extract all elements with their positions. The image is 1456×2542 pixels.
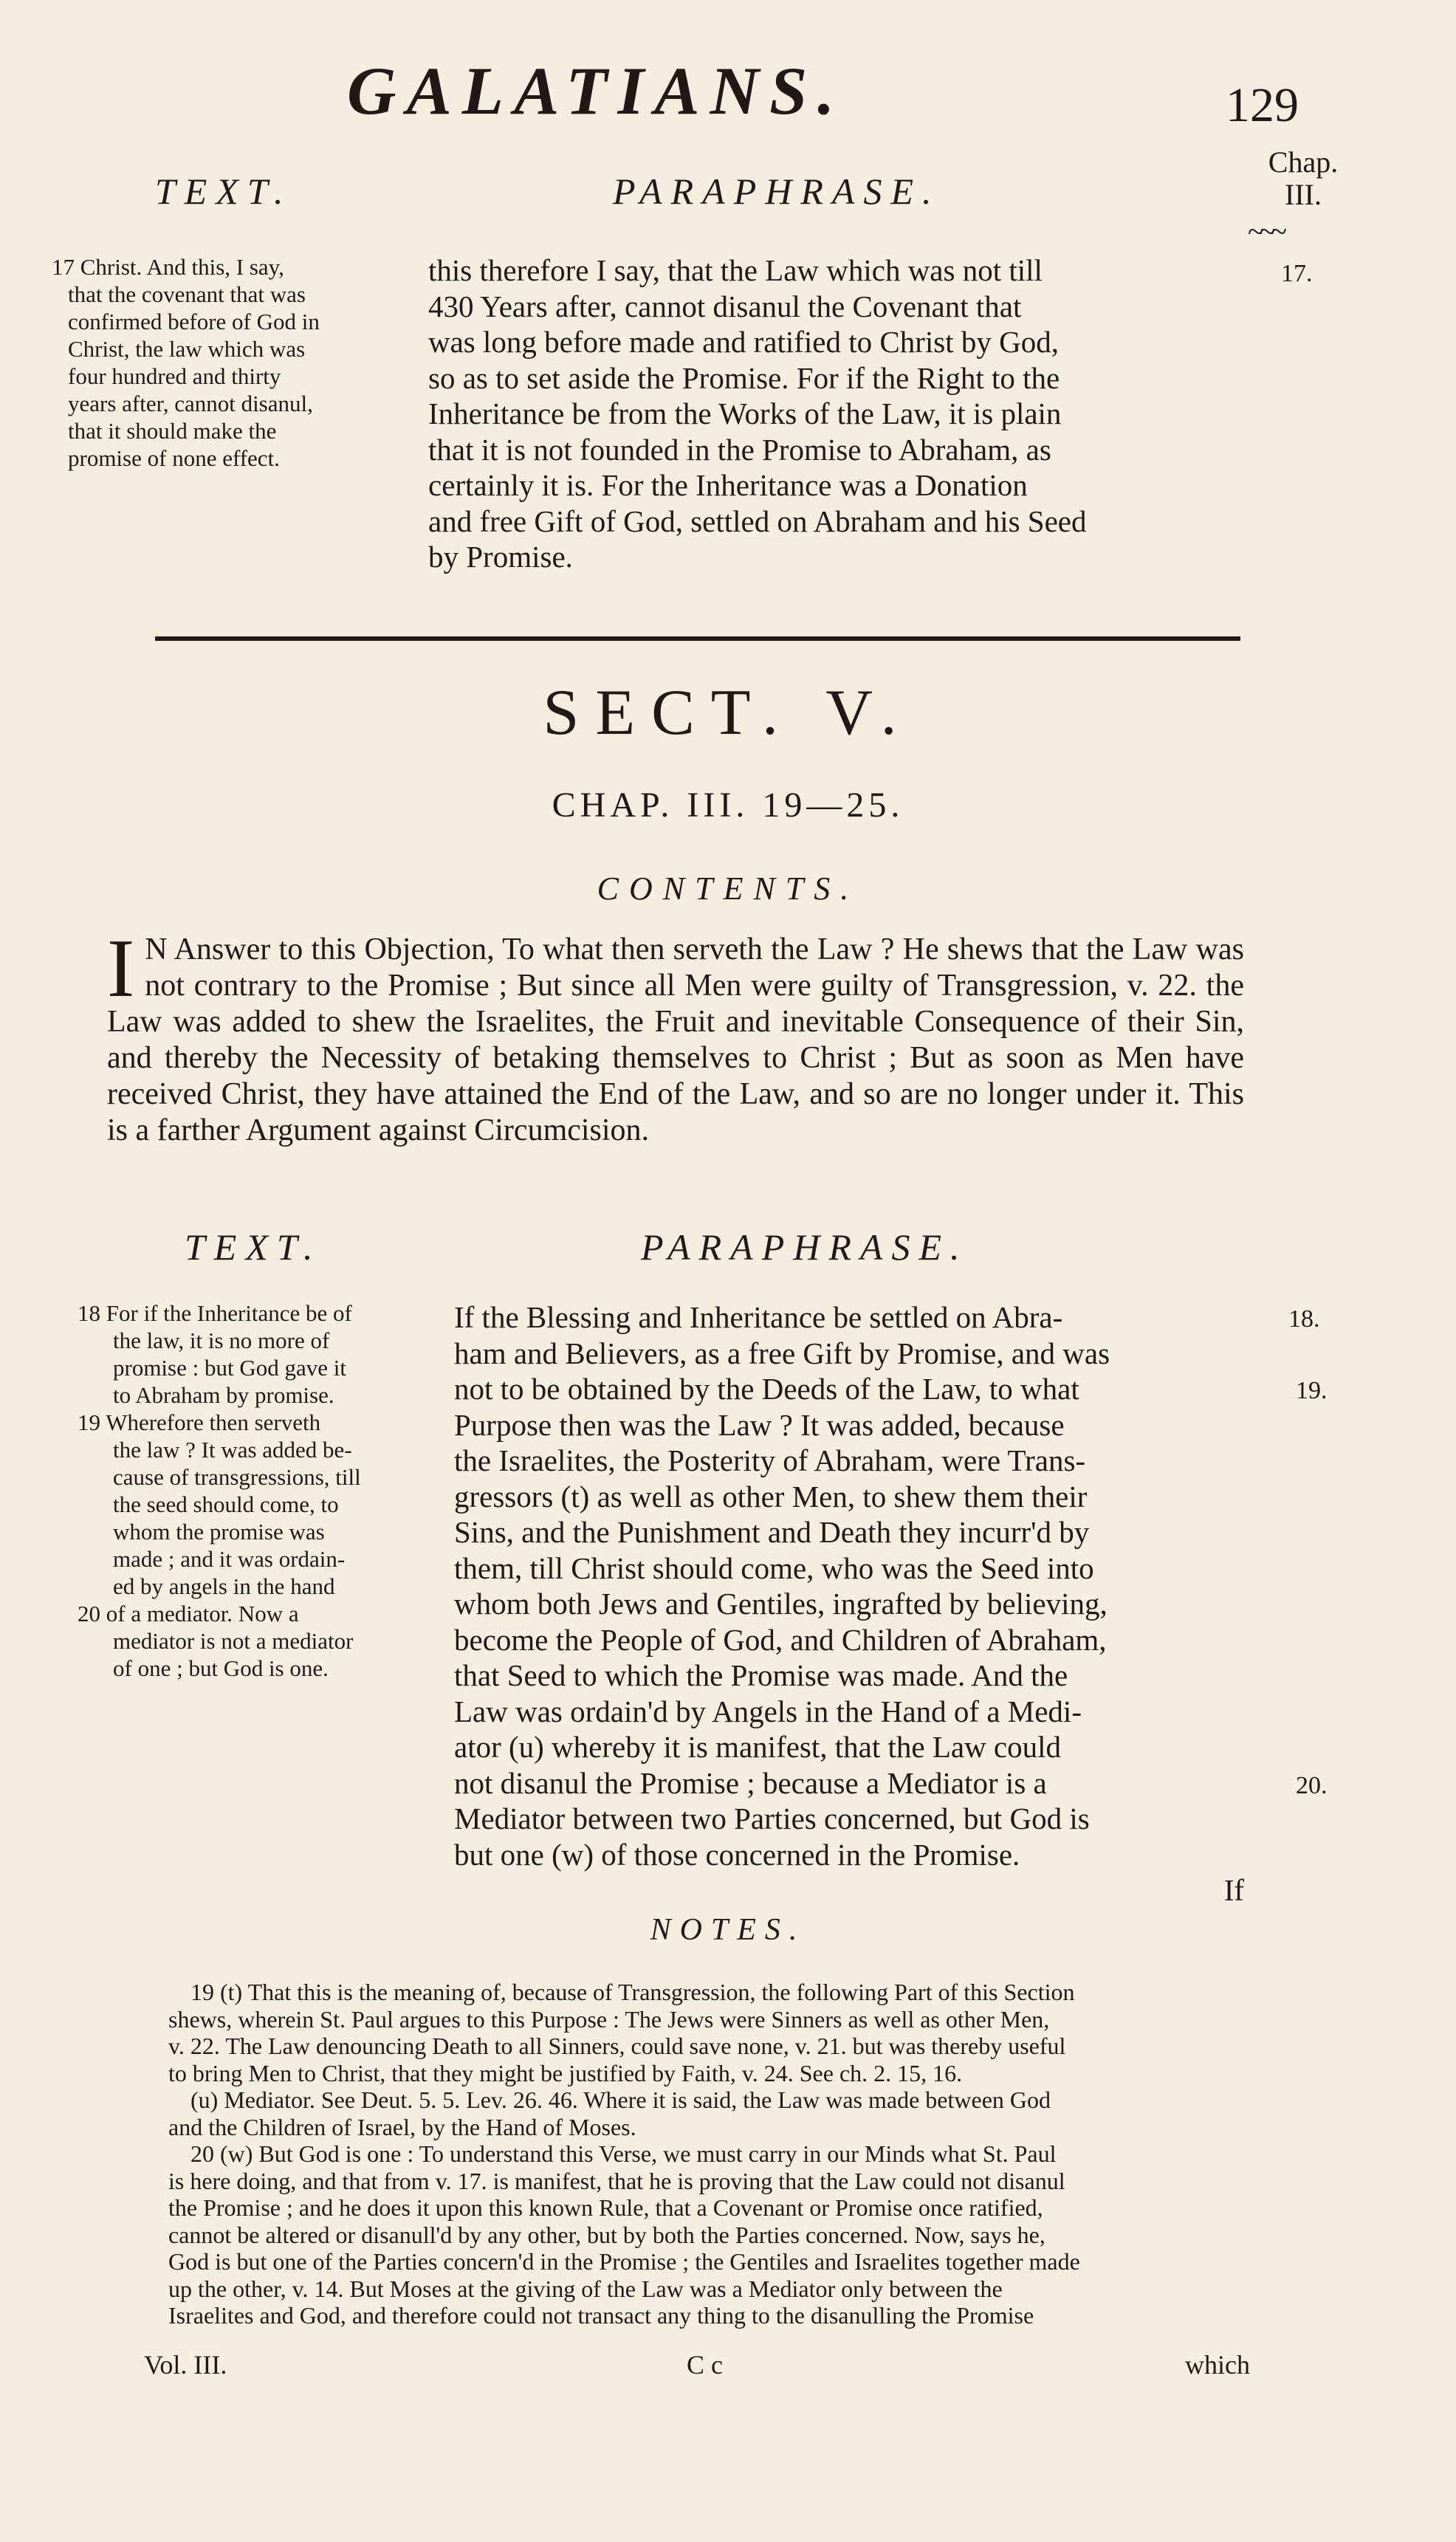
text-column-heading-2: TEXT. (185, 1226, 322, 1268)
signature-mark: C c (687, 2350, 723, 2380)
paraphrase-line: not disanul the Promise ; because a Mediator is a (454, 1765, 1047, 1800)
text-line: years after, cannot disanul, (68, 391, 313, 416)
text-line: that it should make the (68, 418, 277, 444)
note-line: cannot be altered or disanull'd by any other, but by both the Parties concerned. Now, says he, (168, 2221, 1045, 2248)
volume-label: Vol. III. (144, 2350, 227, 2380)
note-line: up the other, v. 14. But Moses at the giving of the Law was a Mediator only between the (168, 2275, 1003, 2302)
paraphrase-line: whom both Jews and Gentiles, ingrafted by believing, (454, 1587, 1108, 1621)
paraphrase-line: Inheritance be from the Works of the Law, it is plain (428, 396, 1062, 430)
note-line: 20 (w) But God is one : To understand this Verse, we must carry in our Minds what St. Paul (190, 2140, 1057, 2167)
paraphrase-line: become the People of God, and Children of Abraham, (454, 1622, 1107, 1657)
page-number: 129 (1226, 78, 1299, 132)
paraphrase-line: If the Blessing and Inheritance be settled on Abra- (454, 1300, 1063, 1334)
paraphrase-line: Mediator between two Parties concerned, but God is (454, 1801, 1090, 1835)
paraphrase-line: that it is not founded in the Promise to Abraham, as (428, 432, 1051, 467)
paraphrase-line: Law was ordain'd by Angels in the Hand of a Medi- (454, 1694, 1082, 1728)
paraphrase-line: was long before made and ratified to Christ by God, (428, 325, 1059, 359)
contents-heading: CONTENTS. (597, 870, 859, 907)
text-column-heading: TEXT. (155, 171, 292, 212)
paraphrase-line: them, till Christ should come, who was the Seed into (454, 1550, 1094, 1585)
notes-heading: NOTES. (650, 1913, 806, 1947)
margin-verse-number: 20. (1296, 1772, 1328, 1799)
paraphrase-column-2 (454, 1299, 1259, 1909)
contents-summary (107, 923, 1244, 1149)
text-line: 18 For if the Inheritance be of (78, 1300, 352, 1326)
margin-verse-number: 19. (1296, 1377, 1328, 1404)
paraphrase-line: gressors (t) as well as other Men, to shew them their (454, 1479, 1088, 1514)
paraphrase-line: that Seed to which the Promise was made. And the (454, 1658, 1068, 1692)
note-line: is here doing, and that from v. 17. is manifest, that he is proving that the Law could not disanul (168, 2167, 1065, 2194)
section-title: SECT. V. (543, 677, 913, 749)
paraphrase-line: certainly it is. For the Inheritance was a Donation (428, 468, 1028, 502)
text-line: mediator is not a mediator (113, 1628, 354, 1654)
text-line: confirmed before of God in (68, 309, 320, 334)
note-line: the Promise ; and he does it upon this known Rule, that a Covenant or Promise once ratified, (168, 2194, 1043, 2221)
text-line: the law ? It was added be- (113, 1437, 352, 1463)
text-line: 17 Christ. And this, I say, (52, 254, 284, 280)
text-line: ed by angels in the hand (113, 1573, 335, 1599)
chapter-label: Chap. (1268, 145, 1339, 179)
text-line: 20 of a mediator. Now a (78, 1601, 299, 1626)
paraphrase-line: and free Gift of God, settled on Abraham and his Seed (428, 504, 1087, 538)
paraphrase-line: but one (w) of those concerned in the Promise. (454, 1837, 1020, 1872)
section-divider (155, 636, 1240, 641)
chapter-marker (1248, 146, 1359, 211)
text-line: four hundred and thirty (68, 363, 281, 389)
text-line: to Abraham by promise. (113, 1382, 334, 1408)
text-line: whom the promise was (113, 1519, 325, 1545)
note-line: God is but one of the Parties concern'd in the Promise ; the Gentiles and Israelites together made (168, 2248, 1080, 2275)
text-line: 19 Wherefore then serveth (78, 1409, 321, 1435)
note-line: v. 22. The Law denouncing Death to all Sinners, could save none, v. 21. but was thereby useful (168, 2033, 1066, 2059)
chapter-number: III. (1285, 178, 1322, 211)
drop-cap: I (107, 923, 135, 1014)
ornament-icon: ~~~ (1248, 215, 1282, 248)
paraphrase-line: so as to set aside the Promise. For if the Right to the (428, 360, 1060, 395)
text-line: cause of transgressions, till (113, 1464, 361, 1490)
text-line: made ; and it was ordain- (113, 1546, 346, 1572)
footer-catchword: which (1185, 2350, 1250, 2380)
note-line: 19 (t) That this is the meaning of, because of Transgression, the following Part of this Section (190, 1979, 1075, 2005)
margin-verse-number: 18. (1288, 1305, 1320, 1333)
notes-block (168, 1979, 1246, 2329)
catchword: If (1223, 1873, 1244, 1907)
chapter-range: CHAP. III. 19—25. (552, 786, 904, 825)
contents-text: N Answer to this Objection, To what then serveth the Law ? He shews that the Law was not contrary to the Promise ; But since all Men were guilty of Transgression, v. 22. the Law was added to shew the Israelites, the Fruit and inevitable Consequence of their Sin, and thereby the Necessity of betaking themselves to Christ ; But as soon as Men have received Christ, they have attained the End of the Law, and so are no longer under it. This is a farther Argument against Circumcision. (107, 932, 1244, 1147)
text-line: the seed should come, to (113, 1491, 339, 1517)
note-line: to bring Men to Christ, that they might be justified by Faith, v. 24. See ch. 2. 15, 16. (168, 2059, 963, 2086)
paraphrase-line: 430 Years after, cannot disanul the Covenant that (428, 289, 1022, 323)
paraphrase-line: ator (u) whereby it is manifest, that the Law could (454, 1730, 1062, 1764)
text-line: Christ, the law which was (68, 336, 306, 362)
text-line: of one ; but God is one. (113, 1655, 329, 1681)
scripture-text-column (52, 253, 406, 472)
paraphrase-line: Sins, and the Punishment and Death they incurr'd by (454, 1515, 1090, 1549)
text-line: promise : but God gave it (113, 1355, 346, 1381)
paraphrase-line: this therefore I say, that the Law which was not till (428, 253, 1043, 287)
paraphrase-column (428, 253, 1248, 575)
paraphrase-line: Purpose then was the Law ? It was added, because (454, 1407, 1065, 1442)
scripture-text-column-2 (78, 1299, 432, 1682)
paraphrase-column-heading-2: PARAPHRASE. (641, 1226, 969, 1268)
text-line: that the covenant that was (68, 281, 306, 307)
note-line: Israelites and God, and therefore could not transact any thing to the disanulling the Promise (168, 2302, 1034, 2329)
text-line: the law, it is no more of (113, 1327, 330, 1353)
paraphrase-line: ham and Believers, as a free Gift by Promise, and was (454, 1336, 1110, 1370)
note-line: (u) Mediator. See Deut. 5. 5. Lev. 26. 46. Where it is said, the Law was made between God (190, 2086, 1051, 2113)
paraphrase-line: not to be obtained by the Deeds of the Law, to what (454, 1372, 1079, 1406)
paraphrase-column-heading: PARAPHRASE. (613, 171, 941, 212)
note-line: and the Children of Israel, by the Hand of Moses. (168, 2113, 636, 2140)
paraphrase-line: by Promise. (428, 540, 573, 574)
running-title: GALATIANS. (347, 53, 845, 128)
margin-verse-number: 17. (1281, 260, 1313, 287)
paraphrase-line: the Israelites, the Posterity of Abraham, were Trans- (454, 1443, 1086, 1477)
text-line: promise of none effect. (68, 445, 280, 471)
note-line: shews, wherein St. Paul argues to this Purpose : The Jews were Sinners as well as other Men, (168, 2005, 1050, 2033)
